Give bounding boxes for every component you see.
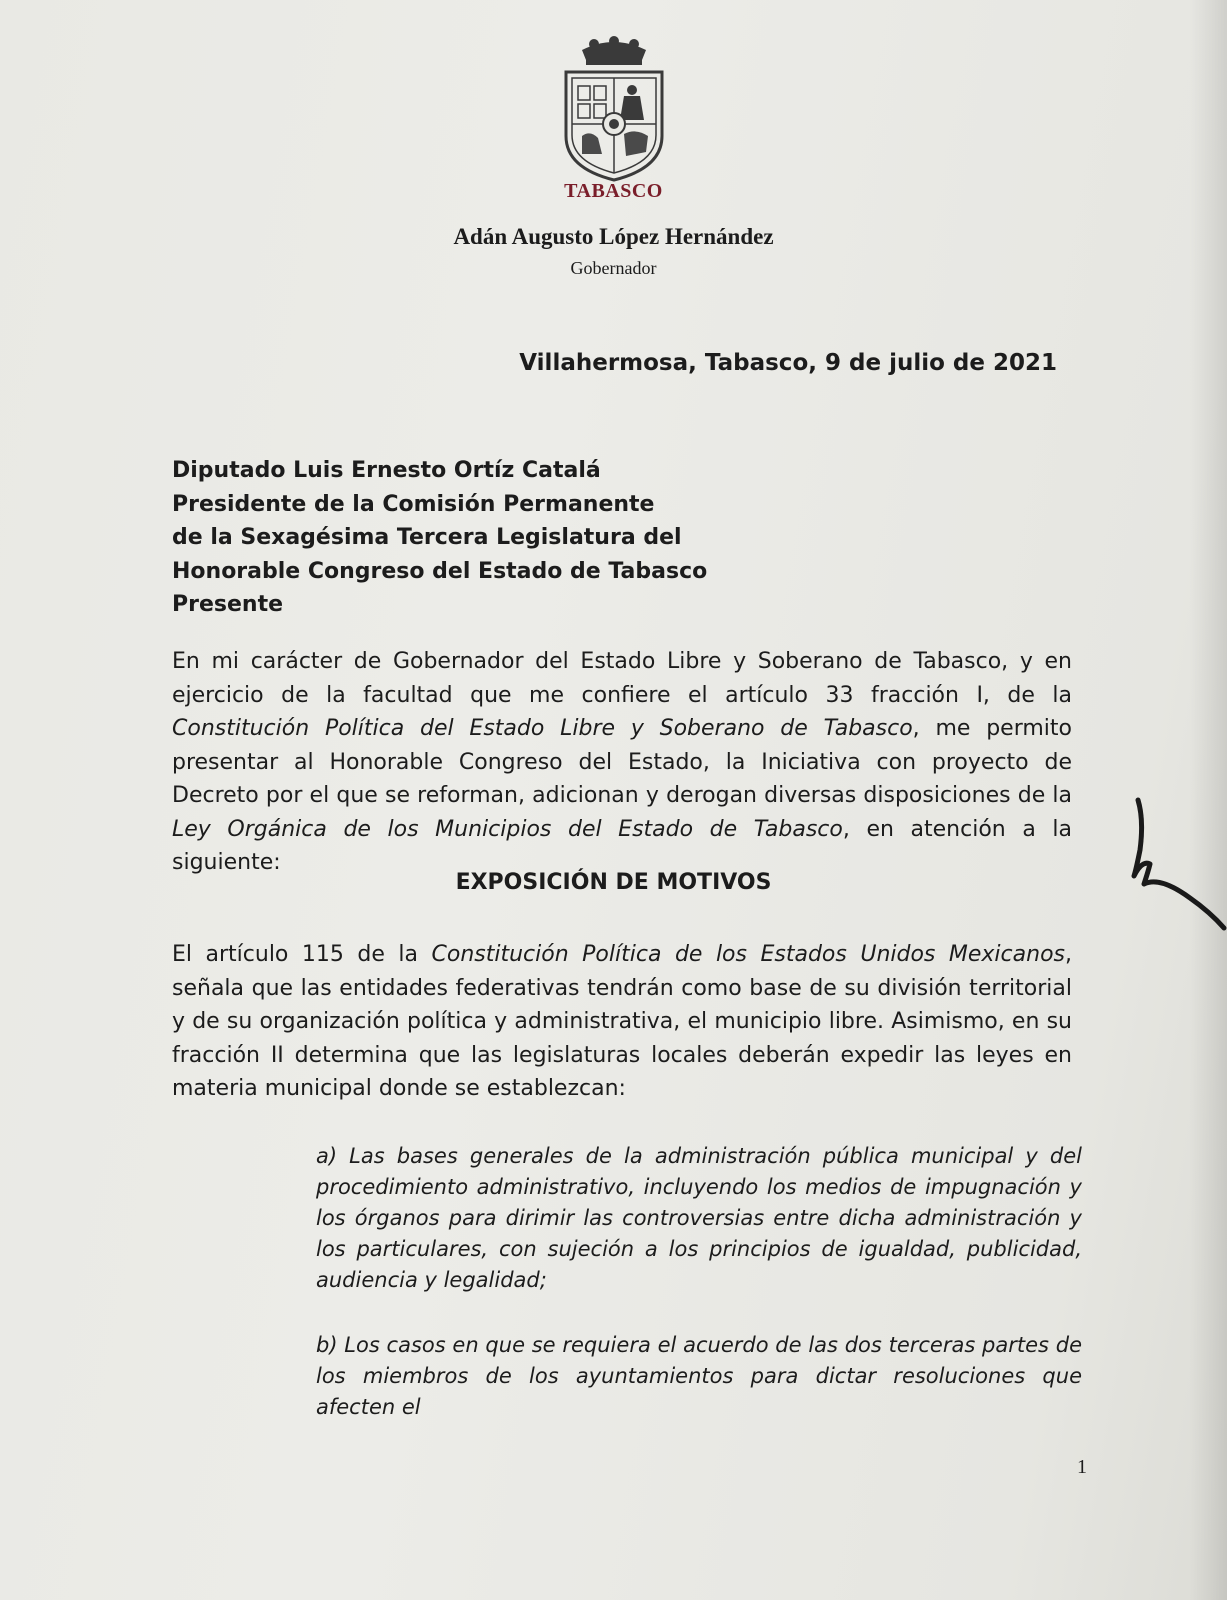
- governor-name: Adán Augusto López Hernández: [453, 224, 774, 249]
- intro-text: , me permito presentar al Honorable Congreso del Estado, la Iniciativa con proyecto de Decreto por el que se reforman, adicionan y derogan diversas disposiciones de la: [172, 716, 1072, 808]
- intro-paragraph: [172, 645, 1072, 880]
- state-name: TABASCO: [564, 180, 663, 202]
- recipient-block: [172, 454, 707, 622]
- date-line: Villahermosa, Tabasco, 9 de julio de 2021: [519, 350, 1057, 376]
- governor-title: Gobernador: [570, 258, 657, 278]
- section-heading: EXPOSICIÓN DE MOTIVOS: [455, 870, 772, 895]
- recipient-line: Honorable Congreso del Estado de Tabasco: [172, 558, 708, 584]
- recipient-line: Presidente de la Comisión Permanente: [172, 491, 655, 517]
- page-edge-shadow: [1189, 0, 1227, 1600]
- coat-of-arms-icon: [560, 36, 668, 184]
- motives-paragraph: [172, 938, 1072, 1106]
- constitution-title: Constitución Política del Estado Libre y Soberano de Tabasco: [172, 716, 913, 741]
- federal-constitution-title: Constitución Política de los Estados Unidos Mexicanos: [431, 942, 1065, 967]
- intro-text: En mi carácter de Gobernador del Estado Libre y Soberano de Tabasco, y en ejercicio de la facultad que me confiere el artículo 33 fracción I, de la: [172, 649, 1072, 708]
- page-number: 1: [1077, 1456, 1087, 1478]
- recipient-line: de la Sexagésima Tercera Legislatura del: [172, 525, 682, 551]
- quote-item-a: a) Las bases generales de la administración pública municipal y del procedimiento administrativo, incluyendo los medios de impugnación y los órganos para dirimir las controversias entre dicha administración y los particulares, con sujeción a los principios de igualdad, publicidad, audiencia y legalidad;: [316, 1144, 1082, 1292]
- motives-text: , señala que las entidades federativas tendrán como base de su división territorial y de su organización política y administrativa, el municipio libre. Asimismo, en su fracción II determina que las legislaturas locales deberán expedir las leyes en materia municipal donde se establezcan:: [172, 942, 1072, 1101]
- intro-text: , en atención a la siguiente:: [172, 816, 1073, 875]
- recipient-line: Diputado Luis Ernesto Ortíz Catalá: [172, 458, 601, 483]
- recipient-line: Presente: [172, 592, 284, 618]
- law-title: Ley Orgánica de los Municipios del Estado de Tabasco: [172, 816, 843, 842]
- motives-text: El artículo 115 de la: [172, 942, 432, 967]
- quote-item-b: b) Los casos en que se requiera el acuerdo de las dos terceras partes de los miembros de los ayuntamientos para dictar resoluciones que afecten el: [316, 1333, 1082, 1419]
